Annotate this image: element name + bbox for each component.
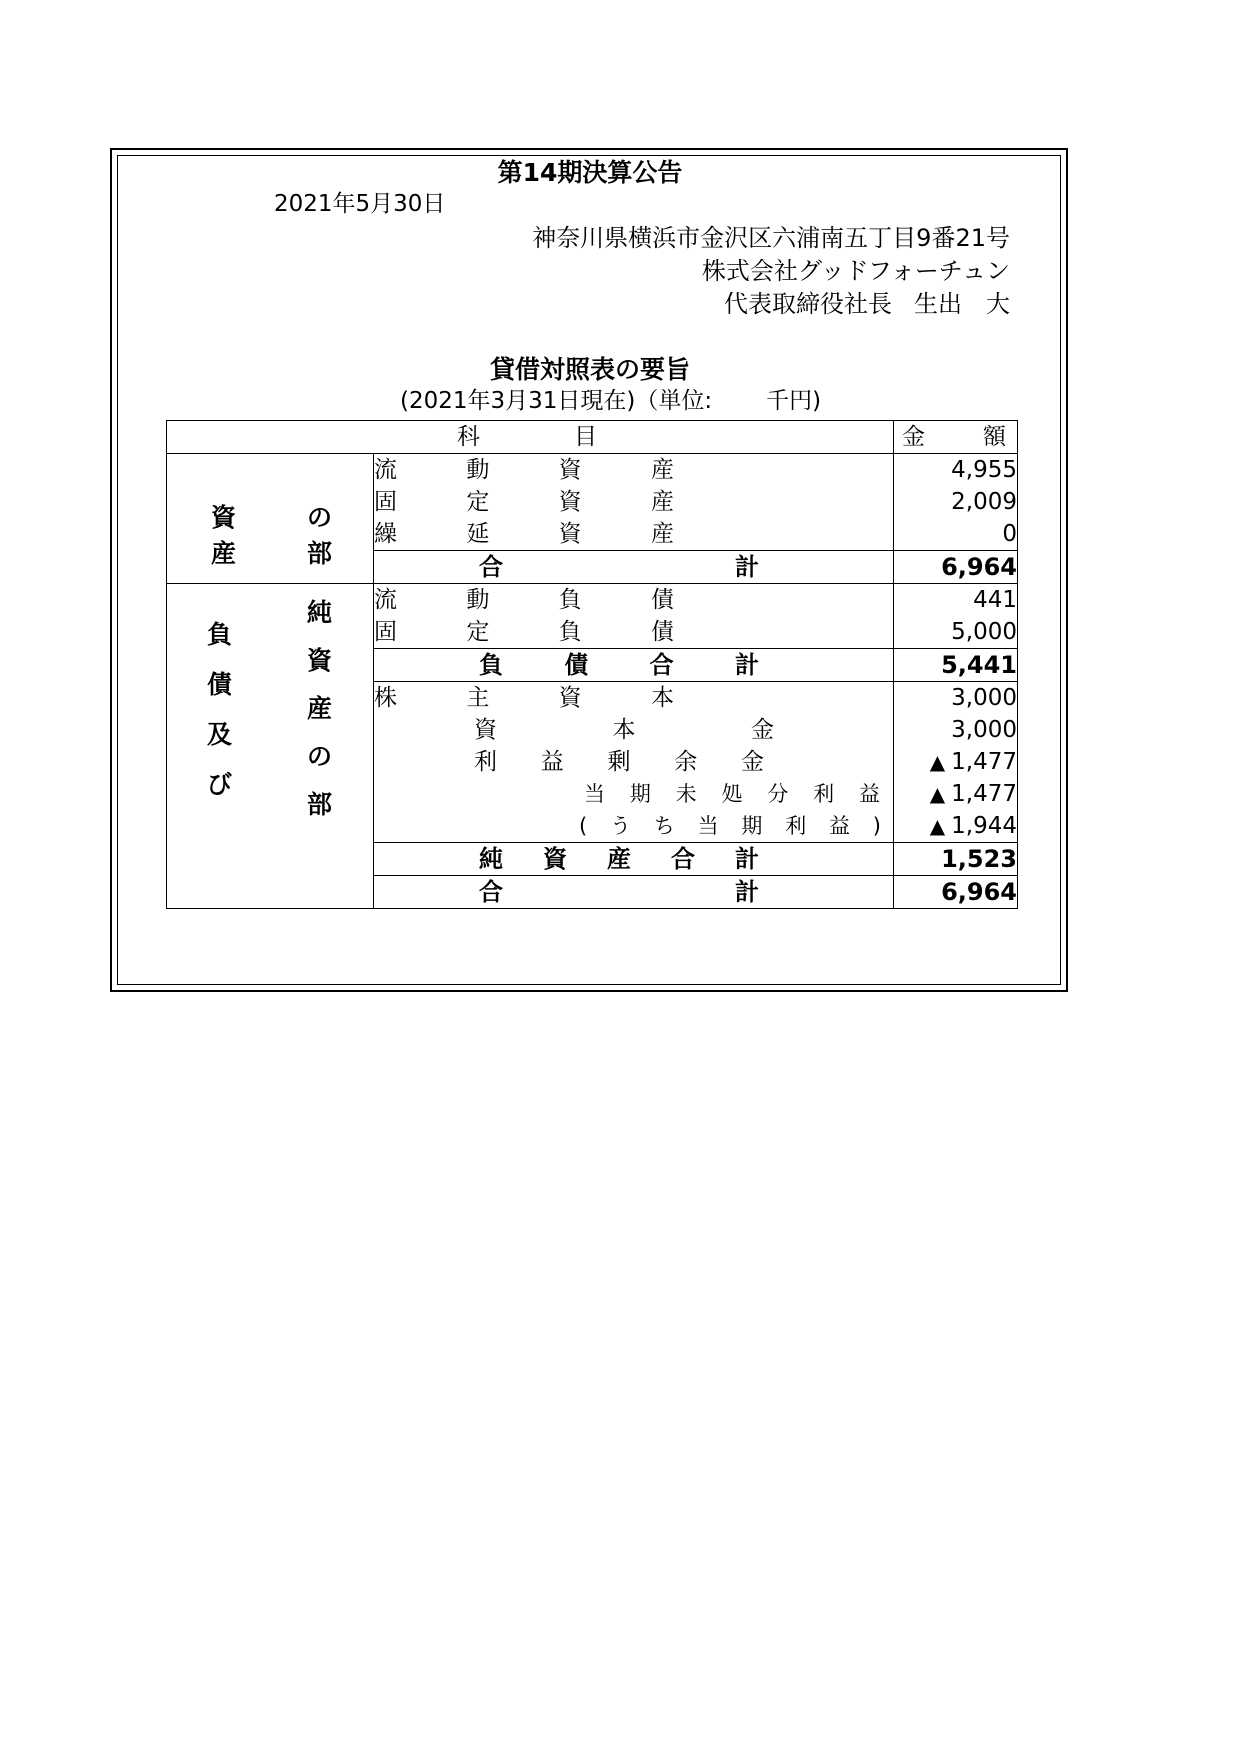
label-char: 合 (671, 845, 695, 873)
label-char: 余 (674, 748, 698, 775)
label-char: 債 (207, 670, 233, 699)
liabilities-section-cell (167, 584, 374, 909)
representative (724, 292, 1010, 316)
label-char: の (307, 742, 333, 771)
negative-mark: ▲ (929, 813, 946, 838)
label-char: 当 (584, 781, 605, 806)
label-char: 処 (721, 781, 743, 806)
grand-total-amount: 6,964 (894, 876, 1018, 909)
label-char: 負 (479, 651, 503, 679)
label-char: 固 (374, 488, 397, 515)
label-char: 合 (479, 878, 503, 906)
balance-sheet-table (166, 420, 1018, 909)
negative-mark: ▲ (929, 781, 946, 806)
assets-total-amount: 6,964 (894, 551, 1018, 584)
label-char: 合 (479, 553, 503, 581)
current-liabilities-amount: 441 (894, 584, 1018, 617)
assets-total-label (374, 551, 894, 584)
unappropriated-profit-label (374, 778, 894, 810)
company-name: 株式会社グッドフォーチュン (701, 257, 1010, 285)
net-assets-total-amount: 1,523 (894, 843, 1018, 876)
label-char: 資 (558, 684, 582, 711)
label-char: 資 (307, 646, 333, 675)
header-item-cell (167, 421, 894, 454)
current-liabilities-label (374, 584, 894, 617)
label-char: 負 (207, 620, 233, 649)
net-assets-total-label (374, 843, 894, 876)
label-char: 純 (307, 598, 333, 627)
label-char: 資 (558, 520, 582, 547)
label-char: 計 (735, 845, 759, 873)
label-char: 定 (466, 618, 490, 645)
table-row (167, 584, 1018, 617)
assets-section-char: 部 (307, 538, 333, 568)
assets-section-char: 産 (211, 538, 237, 568)
deferred-assets-amount: 0 (894, 518, 1018, 551)
unit: 千円) (766, 388, 822, 414)
negative-mark: ▲ (929, 749, 946, 774)
shareholders-equity-label (374, 682, 894, 715)
label-char: 1,477 (951, 748, 1017, 775)
as-of-date: (2021年3月31日現在)（単位: (400, 388, 713, 414)
net-income-label (374, 810, 894, 843)
assets-section-char: の (307, 502, 333, 532)
label-char: 産 (607, 845, 631, 873)
label-char: 金 (751, 716, 774, 743)
current-assets-label (374, 454, 894, 487)
label-char: 及 (207, 720, 233, 749)
liabilities-total-amount: 5,441 (894, 649, 1018, 682)
balance-sheet-as-of (400, 390, 821, 413)
header-row (167, 421, 1018, 454)
net-income-amount (894, 810, 1018, 843)
current-assets-amount: 4,955 (894, 454, 1018, 487)
label-char: 剰 (607, 748, 631, 775)
label-char: 計 (735, 553, 759, 581)
table-row (167, 454, 1018, 487)
notice-title: 第14期決算公告 (497, 158, 683, 187)
label-char: 定 (466, 488, 490, 515)
fixed-liabilities-label (374, 616, 894, 649)
label-char: 産 (307, 694, 333, 723)
capital-label (374, 714, 894, 746)
label-char: 産 (650, 488, 674, 515)
header-amount-cell (894, 421, 1018, 454)
label-char: 株 (374, 684, 397, 711)
representative-name: 生出 大 (914, 290, 1010, 318)
fixed-liabilities-amount: 5,000 (894, 616, 1018, 649)
grand-total-label (374, 876, 894, 909)
fixed-assets-label (374, 486, 894, 518)
label-char: 益 (540, 748, 564, 775)
label-char: 1,477 (951, 780, 1017, 807)
label-char: 固 (374, 618, 397, 645)
label-char: 産 (650, 456, 674, 483)
label-char: 債 (650, 586, 674, 613)
label-char: 本 (650, 684, 674, 711)
label-char: 利 (474, 748, 497, 775)
label-char: 資 (543, 845, 567, 873)
retained-earnings-amount (894, 746, 1018, 778)
label-char: び (207, 770, 233, 799)
label-char: ) (872, 813, 881, 838)
label-char: 主 (466, 684, 490, 711)
balance-sheet-title: 貸借対照表の要旨 (489, 355, 690, 384)
label-char: 部 (307, 790, 333, 819)
capital-amount: 3,000 (894, 714, 1018, 746)
label-char: う (610, 813, 631, 838)
label-char: 資 (558, 488, 582, 515)
label-char: 期 (629, 781, 651, 806)
label-char: 金 (741, 748, 764, 775)
notice-date: 2021年5月30日 (274, 191, 446, 217)
label-char: 益 (828, 813, 850, 838)
retained-earnings-label (374, 746, 894, 778)
label-char: 1,944 (951, 812, 1017, 839)
label-char: 債 (650, 618, 674, 645)
label-char: 分 (767, 781, 789, 806)
label-char: 負 (558, 586, 582, 613)
label-char: 益 (858, 781, 880, 806)
assets-section-cell (167, 454, 374, 584)
label-char: 繰 (374, 520, 397, 547)
representative-title: 代表取締役社長 (724, 290, 892, 318)
label-char: ち (653, 813, 675, 838)
label-char: 流 (374, 456, 397, 483)
label-char: 未 (675, 781, 697, 806)
label-char: 延 (466, 520, 490, 547)
label-char: 計 (735, 878, 759, 906)
label-char: 負 (558, 618, 582, 645)
liabilities-total-label (374, 649, 894, 682)
label-char: 動 (466, 586, 490, 613)
label-char: 産 (650, 520, 674, 547)
label-char: 純 (479, 845, 503, 873)
label-char: 資 (474, 716, 497, 743)
unappropriated-profit-amount (894, 778, 1018, 810)
header-amount-char: 金 (902, 423, 925, 450)
label-char: 利 (785, 813, 807, 838)
assets-section-char: 資 (211, 502, 237, 532)
label-char: 本 (612, 716, 636, 743)
fixed-assets-amount: 2,009 (894, 486, 1018, 518)
shareholders-equity-amount: 3,000 (894, 682, 1018, 715)
header-item-char: 目 (574, 423, 597, 450)
label-char: 計 (734, 651, 759, 679)
label-char: 利 (813, 781, 835, 806)
label-char: 期 (741, 813, 763, 838)
header-amount-char: 額 (983, 423, 1006, 450)
label-char: 動 (466, 456, 490, 483)
label-char: 債 (564, 651, 589, 679)
label-char: ( (579, 813, 588, 838)
deferred-assets-label (374, 518, 894, 551)
label-char: 合 (649, 651, 674, 679)
header-item-char: 科 (457, 423, 480, 450)
label-char: 流 (374, 586, 397, 613)
company-address: 神奈川県横浜市金沢区六浦南五丁目9番21号 (532, 224, 1010, 252)
label-char: 資 (558, 456, 582, 483)
label-char: 当 (697, 813, 719, 838)
